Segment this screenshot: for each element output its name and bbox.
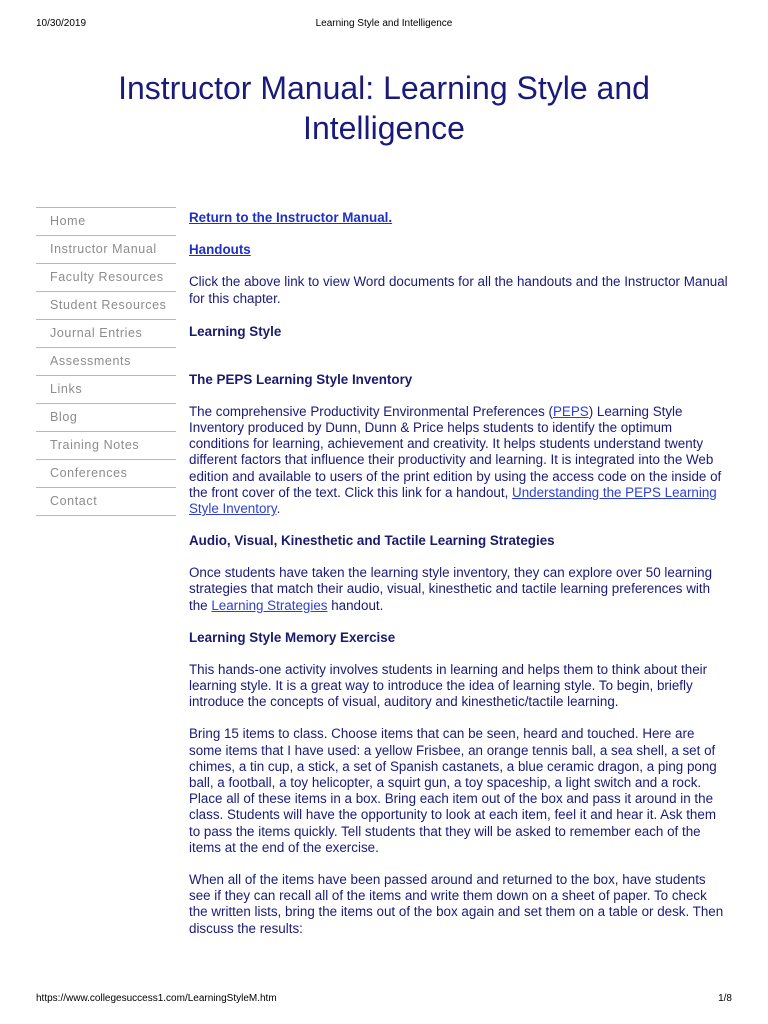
learning-style-heading: Learning Style [189, 323, 282, 339]
sidebar-item-journal-entries[interactable]: Journal Entries [36, 320, 176, 348]
memory-paragraph-1: This hands-one activity involves students in learning and helps them to think about their learning style. It is a great way to introduce the idea of learning style. To begin, briefly introduce the concepts of visual, auditory and kinesthetic/tactile learning. [189, 661, 708, 710]
handouts-link[interactable]: Handouts [189, 242, 251, 258]
sidebar-item-training-notes[interactable]: Training Notes [36, 432, 176, 460]
peps-text-3: . [276, 501, 281, 517]
peps-paragraph [189, 404, 729, 517]
memory-paragraph-2: Bring 15 items to class. Choose items that can be seen, heard and touched. Here are some items that I have used: a yellow Frisbee, an orange tennis ball, a sea shell, a set of chimes, a tin cup, a stick, a set of Spanish castanets, a blue ceramic dragon, a ping pong ball, a football, a toy helicopter, a squirt gun, a toy spaceship, a light switch and a rock. Place all of these items in a box. Bring each item out of the box and pass it around in the class. Students will have the opportunity to look at each item, feel it and hear it. Ask them to pass the items quickly. Tell students that they will be asked to remember each of the items at the end of the exercise. [189, 726, 717, 855]
avkt-paragraph [189, 565, 729, 614]
memory-paragraph-3: When all of the items have been passed around and returned to the box, have students see if they can recall all of the items and write them down on a sheet of paper. To check the written lists, bring the items out of the box again and set them on a table or desk. Then discuss the results: [189, 872, 724, 936]
avkt-text-2: handout. [327, 597, 384, 613]
main-content [189, 210, 729, 937]
page-title: Instructor Manual: Learning Style and Intelligence [118, 70, 650, 146]
sidebar-item-student-resources[interactable]: Student Resources [36, 292, 176, 320]
sidebar-item-contact[interactable]: Contact [36, 488, 176, 516]
print-url: https://www.collegesuccess1.com/LearningStyleM.htm [36, 993, 277, 1004]
avkt-text-1: Once students have taken the learning style inventory, they can explore over 50 learning strategies that match their audio, visual, kinesthetic and tactile learning preferences with the [189, 565, 713, 613]
memory-exercise-heading: Learning Style Memory Exercise [189, 629, 396, 645]
sidebar-item-faculty-resources[interactable]: Faculty Resources [36, 264, 176, 292]
return-to-manual-link[interactable]: Return to the Instructor Manual. [189, 210, 393, 225]
learning-strategies-link[interactable]: Learning Strategies [211, 597, 328, 613]
peps-text-1: The comprehensive Productivity Environmental Preferences ( [189, 403, 553, 419]
sidebar-nav [36, 207, 176, 516]
sidebar-item-conferences[interactable]: Conferences [36, 460, 176, 488]
sidebar-item-instructor-manual[interactable]: Instructor Manual [36, 236, 176, 264]
sidebar-item-home[interactable]: Home [36, 208, 176, 236]
print-doc-title: Learning Style and Intelligence [315, 18, 453, 29]
sidebar-item-blog[interactable]: Blog [36, 404, 176, 432]
print-date: 10/30/2019 [36, 18, 87, 29]
peps-text-2: ) Learning Style Inventory produced by Dunn, Dunn & Price helps students to identify the optimum conditions for learning, achievement and creativity. It helps students understand twenty different factors that influence their productivity and learning. It is integrated into the Web edition and available to users of the print edition by using the access code on the inside of the front cover of the text. Click this link for a handout, [189, 403, 722, 500]
handouts-description: Click the above link to view Word documents for all the handouts and the Instructor Manual for this chapter. [189, 274, 728, 306]
page-number: 1/8 [718, 993, 732, 1004]
sidebar-item-assessments[interactable]: Assessments [36, 348, 176, 376]
avkt-heading: Audio, Visual, Kinesthetic and Tactile Learning Strategies [189, 533, 555, 549]
peps-heading: The PEPS Learning Style Inventory [189, 371, 413, 387]
sidebar-item-links[interactable]: Links [36, 376, 176, 404]
peps-handout-link[interactable]: Understanding the PEPS Learning Style Inventory [189, 484, 717, 517]
peps-link[interactable]: PEPS [552, 403, 589, 419]
